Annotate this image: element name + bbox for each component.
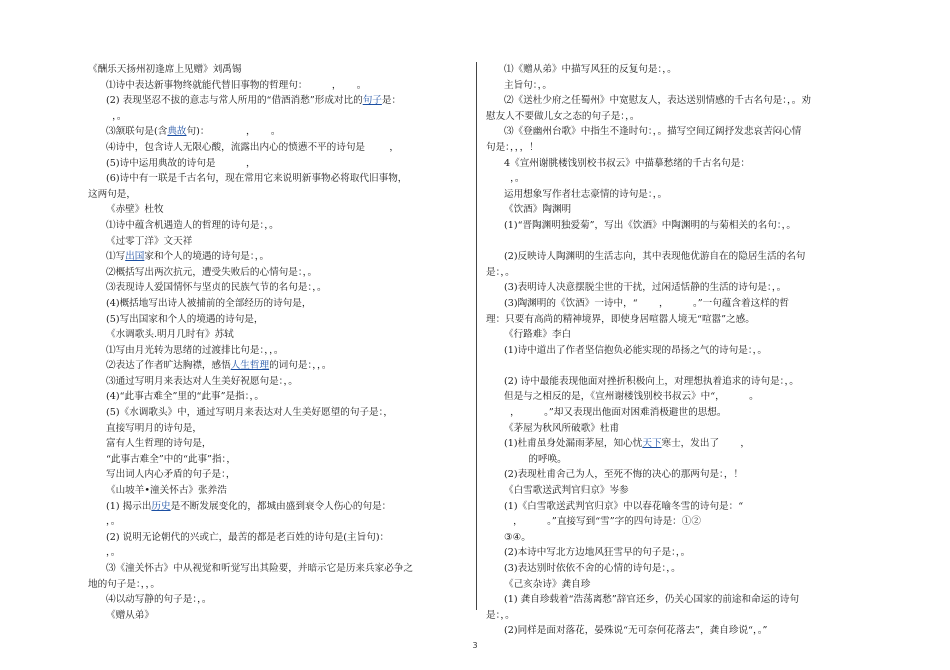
line-text: ⑷以动写静的句子是：，。 — [106, 594, 212, 606]
text-line — [486, 296, 864, 312]
hyperlink[interactable]: 历史 — [151, 500, 171, 512]
line-text: 《饮酒》陶渊明 — [504, 204, 572, 216]
line-text: 是：，。 — [486, 266, 515, 278]
text-line — [88, 93, 466, 109]
line-text: ， 。”直接写到“雪”字的四句诗是：①② — [504, 516, 701, 528]
text-line — [88, 327, 466, 343]
hyperlink[interactable]: 出国 — [125, 251, 145, 263]
text-line — [88, 452, 466, 468]
text-line — [486, 343, 864, 359]
line-text: ⑶颔联句是(含 — [106, 126, 168, 138]
line-text: ⑴写 — [106, 251, 126, 263]
line-text: 《白雪歌送武判官归京》岑参 — [504, 485, 629, 497]
line-text: (5)诗中运用典故的诗句是 ， — [106, 157, 256, 169]
text-line — [486, 156, 864, 172]
line-text: (2)反映诗人陶渊明的生活志向，其中表现他优游自在的隐居生活的名句 — [504, 251, 806, 263]
line-text: 寒士，发出了 ， — [661, 438, 751, 450]
text-line — [88, 405, 466, 421]
text-line — [88, 530, 466, 546]
line-text: ， 。”却又表现出他面对困难消极避世的思想。 — [504, 407, 727, 419]
line-text: (4)“此事古难全”里的“此事”是指：，。 — [106, 391, 264, 403]
line-text: (1)《白雪歌送武判官归京》中以春花喻冬雪的诗句是：“ — [504, 500, 744, 512]
line-text: (2)表现杜甫舍己为人，至死不悔的决心的那两句是：，！ — [504, 469, 744, 481]
hyperlink[interactable]: 天下 — [642, 438, 662, 450]
line-text: (2) 诗中最能表现他面对挫折积极向上，对理想执着追求的诗句是：，。 — [504, 375, 799, 387]
line-text: ⑵表达了作者旷达胸襟，感悟 — [106, 360, 231, 372]
column-divider — [476, 62, 477, 610]
text-line — [486, 124, 864, 140]
text-line — [486, 405, 864, 421]
line-text: 4《宣州谢朓楼饯别校书叔云》中描摹愁绪的千古名句是： — [504, 157, 750, 169]
text-line — [486, 109, 864, 125]
text-line — [88, 514, 466, 530]
line-text: ⑶通过写明月来表达对人生美好祝愿句是：，。 — [106, 375, 298, 387]
line-text: ⑷诗中，包含诗人无限心酸，流露出内心的愤懑不平的诗句是 ， — [106, 141, 400, 153]
text-line — [486, 577, 864, 593]
text-line — [486, 312, 864, 328]
line-text: (1) 龚自珍载着“浩荡离愁”辞官还乡，仍关心国家的前途和命运的诗句 — [504, 594, 800, 606]
line-text: 是： — [381, 95, 402, 107]
line-text: ⑶表现诗人爱国情怀与坚贞的民族气节的名句是：，。 — [106, 282, 327, 294]
text-line — [88, 109, 466, 125]
text-line — [88, 234, 466, 250]
text-line — [486, 202, 864, 218]
text-line — [88, 124, 466, 140]
text-line — [486, 592, 864, 608]
line-text: (1)“晋陶渊明独爱菊”，写出《饮酒》中陶渊明的与菊相关的名句：，。 — [504, 219, 797, 231]
line-text: ⑶《潼关怀古》中从视觉和听觉写出其险要，并暗示它是历来兵家必争之 — [106, 563, 413, 574]
text-line — [88, 265, 466, 281]
line-text: 《山坡羊•潼关怀古》张养浩 — [106, 485, 227, 497]
left-column — [88, 62, 466, 623]
line-text: 《赤壁》杜牧 — [106, 204, 164, 216]
text-line — [486, 561, 864, 577]
text-line — [486, 374, 864, 390]
line-text: ，。 — [106, 110, 127, 122]
line-text: 直接写明月的诗句是， — [106, 422, 202, 434]
text-line — [88, 140, 466, 156]
line-text: 句是：，，，！ — [486, 141, 539, 153]
text-line — [88, 374, 466, 390]
text-line — [88, 389, 466, 405]
line-text: (2)同样是面对落花，晏殊说“无可奈何花落去”，龚自珍说“，。” — [504, 625, 768, 637]
text-line — [486, 93, 864, 109]
text-line — [486, 623, 864, 639]
text-line — [486, 608, 864, 624]
line-text: 写出词人内心矛盾的句子是：， — [106, 469, 236, 481]
line-text: 富有人生哲理的诗句是， — [106, 438, 212, 450]
line-text: ，。 — [106, 516, 121, 528]
line-text: 家和个人的境遇的诗句是：，。 — [144, 251, 270, 263]
text-line — [486, 280, 864, 296]
text-line — [486, 358, 864, 374]
line-text: ⑴诗中蕴含机遇造人的哲理的诗句是：，。 — [106, 219, 279, 231]
text-line — [486, 545, 864, 561]
text-line — [486, 249, 864, 265]
line-text: 是：，。 — [486, 609, 515, 621]
line-text: ③④。 — [504, 531, 531, 543]
text-line — [486, 265, 864, 281]
text-line — [486, 483, 864, 499]
text-line — [88, 592, 466, 608]
text-line — [486, 140, 864, 156]
text-line — [88, 467, 466, 483]
text-line — [88, 187, 466, 203]
line-text: 理：只要有高尚的精神境界，即使身居喧嚣人境无“喧嚣”之感。 — [486, 313, 755, 325]
text-line — [486, 436, 864, 452]
text-line — [88, 312, 466, 328]
line-text: ⑴写由月光转为思绪的过渡排比句是：，，。 — [106, 344, 284, 356]
line-text: (1) 揭示出 — [106, 500, 152, 512]
line-text — [504, 454, 528, 465]
text-line — [88, 202, 466, 218]
line-text: 《赠从弟》 — [106, 609, 154, 621]
text-line — [88, 499, 466, 515]
text-line — [88, 545, 466, 561]
line-text: 《己亥杂诗》龚自珍 — [504, 578, 591, 590]
line-text: (2) 表现坚忍不拔的意志与常人所用的“借酒消愁”形成对比的 — [106, 95, 363, 107]
line-text: (1)诗中道出了作者坚信抱负必能实现的昂扬之气的诗句是：，。 — [504, 344, 768, 356]
line-text: (6)诗中有一联是千古名句，现在常用它来说明新事物必将取代旧事物， — [106, 173, 408, 185]
text-line — [486, 452, 864, 468]
text-line — [88, 358, 466, 374]
text-line — [486, 514, 864, 530]
line-text: 但是与之相反的是，《宣州谢楼饯别校书叔云》中“， 。 — [504, 391, 759, 403]
text-line — [88, 436, 466, 452]
text-line — [486, 218, 864, 234]
hyperlink[interactable]: 典故 — [167, 126, 187, 138]
page-number: 3 — [472, 641, 478, 650]
line-text: ⑴诗中表达新事物终就能代替旧事物的哲理句： ， 。 — [106, 79, 367, 91]
text-line — [88, 577, 466, 593]
line-text: (3)表明诗人决意摆脱尘世的干扰，过闲适恬静的生活的诗句是：，。 — [504, 282, 787, 294]
text-line — [486, 234, 864, 250]
line-text: 主旨句：，。 — [504, 79, 552, 91]
text-line — [88, 296, 466, 312]
text-line — [88, 62, 466, 78]
text-line — [88, 249, 466, 265]
text-line — [88, 280, 466, 296]
line-text: 的词句是：，，。 — [269, 360, 332, 372]
text-line — [88, 171, 466, 187]
right-column — [486, 62, 864, 639]
text-line — [88, 156, 466, 172]
line-text: 的呼唤。 — [528, 453, 567, 465]
line-text: (4)概括地写出诗人被捕前的全部经历的诗句是， — [106, 297, 312, 309]
line-text: (5)写出国家和个人的境遇的诗句是， — [106, 313, 264, 325]
line-text: (1)杜甫虽身处漏雨茅屋，知心忧 — [504, 438, 643, 450]
line-text: (3)表达别时依依不舍的心情的诗句是：，。 — [504, 563, 681, 574]
line-text: 《酬乐天扬州初逢席上见赠》刘禹锡 — [88, 64, 242, 75]
text-line — [486, 78, 864, 94]
text-line — [486, 187, 864, 203]
text-line — [486, 421, 864, 437]
line-text: 是不断发展变化的，都城由盛到衰令人伤心的句是： — [170, 500, 392, 512]
line-text: ，。 — [504, 173, 525, 185]
text-line — [88, 483, 466, 499]
text-line — [486, 327, 864, 343]
text-line — [486, 467, 864, 483]
line-text: 《茅屋为秋风所破歌》杜甫 — [504, 422, 620, 434]
line-text: 运用想象写作者壮志豪情的诗句是：，。 — [504, 188, 668, 200]
line-text: ，。 — [106, 547, 121, 559]
text-line — [88, 343, 466, 359]
line-text: (5)《水调歌头》中，通过写明月来表达对人生美好愿望的句子是：， — [106, 407, 394, 419]
hyperlink[interactable]: 人生哲理 — [230, 360, 270, 372]
text-line — [486, 499, 864, 515]
line-text: 这两句是， — [88, 188, 136, 200]
text-line — [88, 561, 466, 577]
text-line — [88, 608, 466, 624]
line-text: (3)陶渊明的《饮酒》一诗中，“ ， 。”一句蕴含着这样的哲 — [504, 297, 789, 309]
hyperlink[interactable]: 句子 — [362, 95, 382, 107]
line-text: (2)本诗中写北方边地风狂雪早的句子是：，。 — [504, 547, 691, 559]
text-line — [88, 78, 466, 94]
line-text: “此事古难全”中的“此事”指：， — [106, 453, 236, 465]
text-line — [88, 421, 466, 437]
text-line — [486, 62, 864, 78]
line-text: 《水调歌头.明月几时有》苏轼 — [106, 329, 234, 341]
line-text: ⑶《登幽州台歌》中指生不逢时句：，。描写空间辽阔抒发悲哀苦闷心情 — [504, 126, 802, 138]
line-text: 《过零丁洋》文天祥 — [106, 235, 193, 247]
line-text: 句)： ， 。 — [186, 126, 281, 138]
line-text: ⑵概括写出两次抗元，遭受失败后的心情句是：，。 — [106, 266, 318, 278]
line-text: ⑵《送杜少府之任蜀州》中宽慰友人，表达送别情感的千古名句是：，。劝 — [504, 95, 811, 107]
text-line — [486, 389, 864, 405]
line-text: (2) 说明无论朝代的兴或亡，最苦的都是老百姓的诗句是(主旨句)： — [106, 531, 390, 543]
text-line — [486, 171, 864, 187]
line-text: 《行路难》李白 — [504, 329, 572, 341]
text-line — [88, 218, 466, 234]
line-text: 地的句子是：，，。 — [88, 578, 160, 590]
line-text: 慰友人不要做儿女之态的句子是：，。 — [486, 110, 640, 122]
line-text: ⑴《赠从弟》中描写风狂的反复句是：，。 — [504, 64, 677, 75]
text-line — [486, 530, 864, 546]
